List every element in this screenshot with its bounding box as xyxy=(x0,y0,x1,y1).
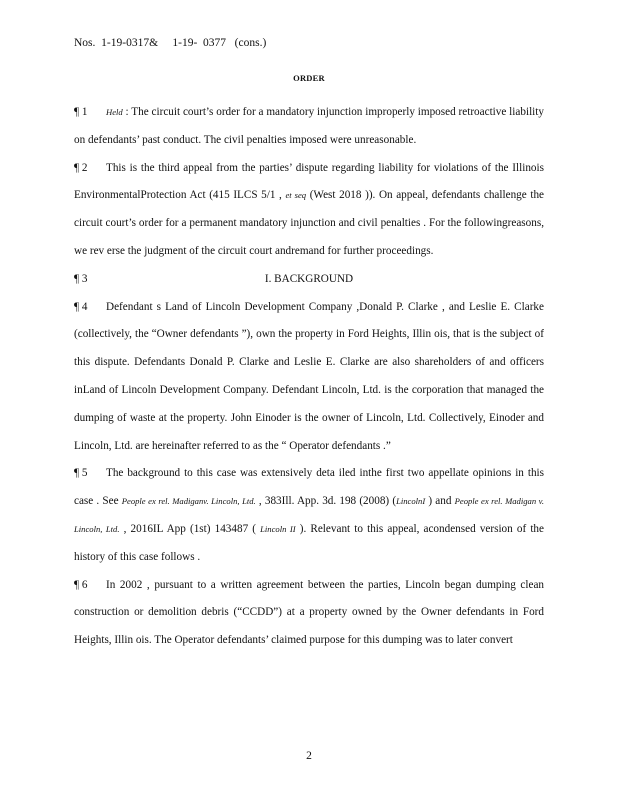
paragraph-text: This is the third appeal from the parties’ dispute regarding liability for violations of the Illinois EnvironmentalProtection Act (415 ILCS 5/1 , xyxy=(74,161,544,202)
citation-italic: People ex rel. Madigan v. Lincoln, Ltd. xyxy=(74,496,544,534)
paragraph-mark: ¶ 3 xyxy=(74,272,88,285)
paragraph-text: In 2002 , pursuant to a written agreement between the parties, Lincoln began dumping clean construction or demolition debris (“CCDD”) at a property owned by the Owner defendants in Ford Heights, Illin ois. The Operator defendants’ claimed purpose for this dumping was to later convert xyxy=(74,578,544,647)
order-heading: ORDER xyxy=(293,73,325,83)
citation-italic: LincolnI xyxy=(396,496,426,507)
section-title: I. BACKGROUND xyxy=(264,272,354,285)
paragraph-mark: ¶ 5 xyxy=(74,467,88,480)
paragraph-mark: ¶ 6 xyxy=(74,578,88,591)
document-body xyxy=(74,99,544,655)
paragraph-text: (West 2018 )). On appeal, defendants challenge the circuit court’s order for a permanent mandatory injunction and civil penalties . For the followingreasons, we rev erse the judgment of the circuit court andremand for further proceedings. xyxy=(74,189,544,257)
citation-italic: et seq xyxy=(285,190,307,201)
paragraph-6 xyxy=(74,572,544,655)
paragraph-mark: ¶ 1 xyxy=(74,106,88,118)
case-numbers: Nos. 1-19-0317& 1-19- 0377 (cons.) xyxy=(74,37,267,49)
paragraph-text: ). Relevant to this appeal, acondensed version of the history of this case follows . xyxy=(74,522,544,563)
page-number: 2 xyxy=(306,750,312,762)
section-heading xyxy=(74,266,544,294)
paragraph-text: , 2016IL App (1st) 143487 ( xyxy=(119,522,261,535)
paragraph-mark: ¶ 2 xyxy=(74,161,88,174)
paragraph-1 xyxy=(74,99,544,155)
paragraph-4 xyxy=(74,294,544,461)
citation-italic: People ex rel. Madiganv. Lincoln, Ltd. xyxy=(121,496,256,507)
paragraph-2 xyxy=(74,155,544,266)
paragraph-text: , 383Ill. App. 3d. 198 (2008) ( xyxy=(255,495,397,508)
paragraph-5 xyxy=(74,460,544,571)
paragraph-text: ) and xyxy=(425,495,455,508)
paragraph-mark: ¶ 4 xyxy=(74,300,88,313)
held-label: Held xyxy=(106,107,123,117)
citation-italic: Lincoln II xyxy=(260,523,296,534)
paragraph-text: Defendant s Land of Lincoln Development Company ,Donald P. Clarke , and Leslie E. Clarke (collectively, the “Owner defendants ”), own the property in Ford Heights, Illin ois, that is the subject of this dispute. Defendants Donald P. Clarke and Leslie E. Clarke are also shareholders of and officers inLand of Lincoln Development Company. Defendant Lincoln, Ltd. is the corporation that managed the dumping of waste at the property. John Einoder is the owner of Lincoln, Ltd. Collectively, Einoder and Lincoln, Ltd. are hereinafter referred to as the “ Operator defendants .” xyxy=(74,300,544,452)
paragraph-text: The background to this case was extensively deta iled inthe first two appellate opinions in this case . See xyxy=(74,467,544,508)
paragraph-text: : The circuit court’s order for a mandatory injunction improperly imposed retroactive liability on defendants’ past conduct. The civil penalties imposed were unreasonable. xyxy=(74,106,544,146)
